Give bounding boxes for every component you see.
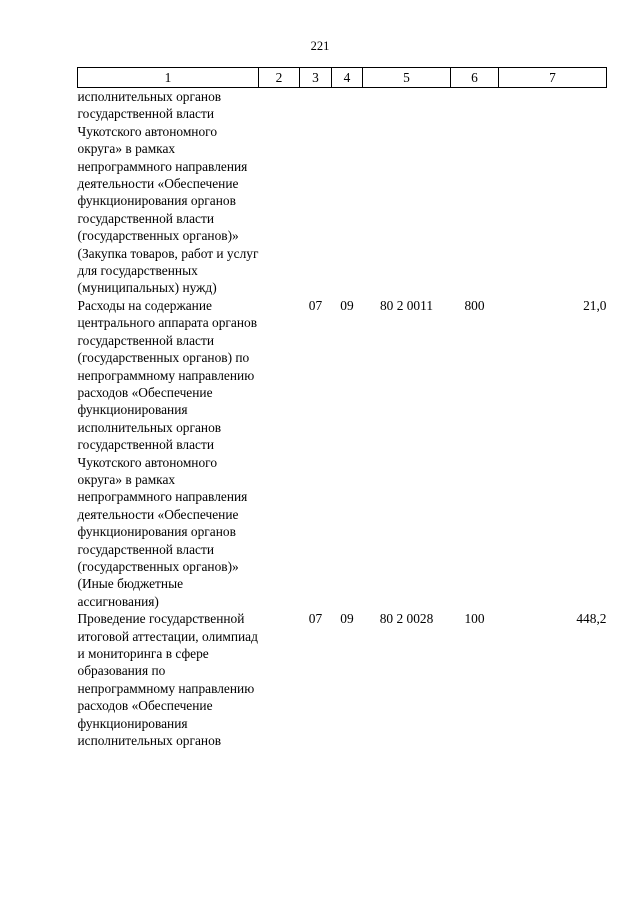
column-header-6: 6 [451, 68, 499, 88]
row-expense-type: 100 [464, 611, 485, 627]
row-description: Расходы на содержание центрального аппарата органов государственной власти (государственных органов) по непрограммному направлению расходов «Обеспечение функционирования исполнительных органов государственной власти Чукотского автономного округа» в рамках непрограммного направления деятельности «Обеспечение функционирования органов государственной власти (государственных органов)» (Иные бюджетные ассигнования) [77, 297, 258, 609]
row-target-article: 80 2 0028 [379, 611, 434, 627]
row-section: 07 [308, 297, 323, 313]
row-description: Проведение государственной итоговой аттестации, олимпиад и мониторинга в сфере образования по непрограммному направлению расходов «Обеспечение функционирования исполнительных органов [77, 611, 258, 749]
row-subsection: 09 [340, 297, 354, 313]
row-amount [499, 88, 607, 297]
table-row [78, 297, 607, 610]
row-section [300, 88, 332, 297]
column-header-5: 5 [363, 68, 451, 88]
row-section: 07 [308, 611, 323, 627]
row-target-article [363, 88, 451, 297]
column-header-3: 3 [300, 68, 332, 88]
row-amount: 21,0 [583, 297, 607, 313]
row-amount: 448,2 [576, 611, 607, 627]
row-col2 [259, 297, 300, 610]
row-target-article: 80 2 0011 [379, 297, 434, 313]
row-expense-type: 800 [464, 297, 485, 313]
page-number: 221 [310, 39, 330, 53]
row-subsection [332, 88, 363, 297]
table-row [78, 610, 607, 749]
row-description: исполнительных органов государственной власти Чукотского автономного округа» в рамках непрограммного направления деятельности «Обеспечение функционирования органов государственной власти (государственных органов)» (Закупка товаров, работ и услуг для государственных (муниципальных) нужд) [77, 89, 259, 296]
column-header-4: 4 [332, 68, 363, 88]
row-col2 [259, 610, 300, 749]
row-expense-type [451, 88, 499, 297]
column-header-1: 1 [78, 68, 259, 88]
table-header-row [78, 68, 607, 88]
table-row [78, 88, 607, 297]
row-col2 [259, 88, 300, 297]
row-subsection: 09 [340, 611, 354, 627]
budget-table [77, 67, 607, 749]
column-header-7: 7 [499, 68, 607, 88]
column-header-2: 2 [259, 68, 300, 88]
